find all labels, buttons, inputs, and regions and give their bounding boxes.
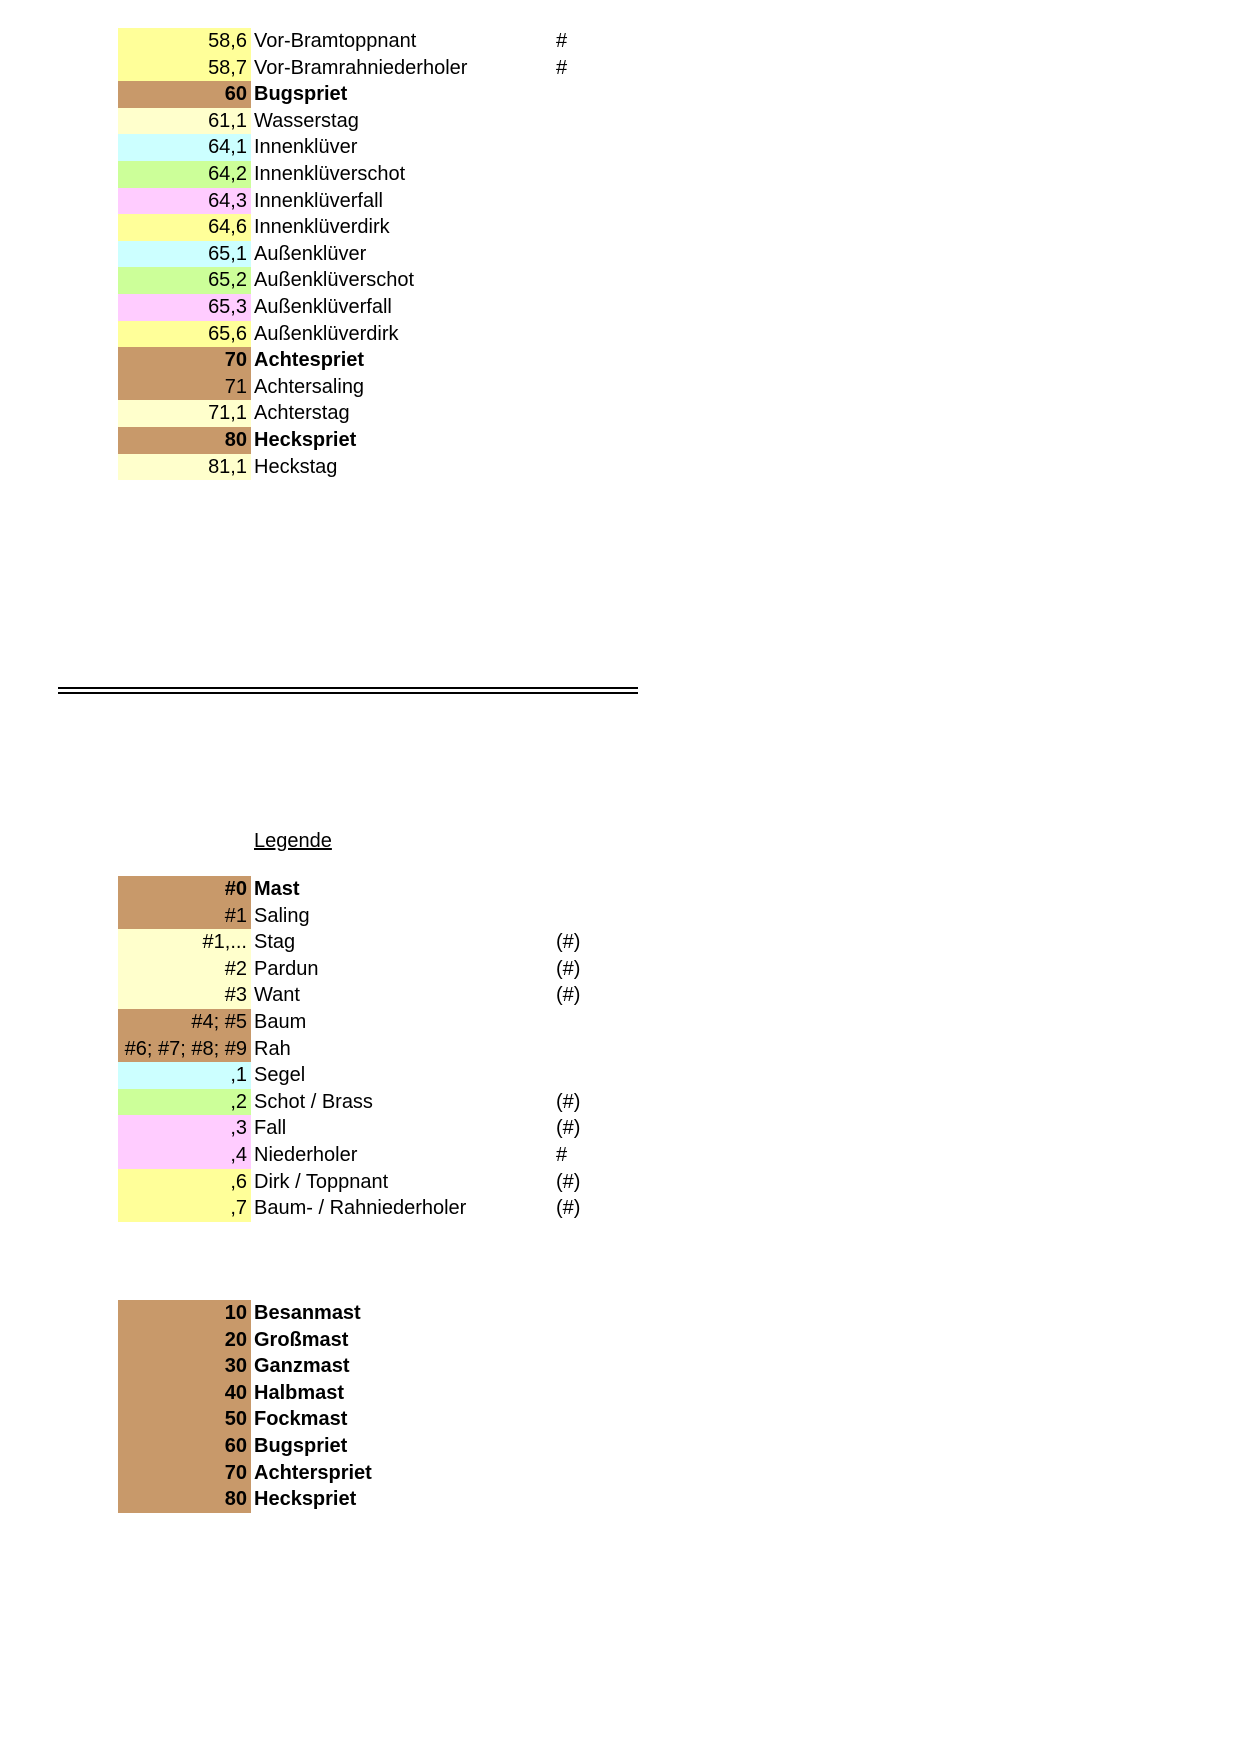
legend-code-cell: ,2 bbox=[118, 1089, 251, 1116]
mast-label-cell: Großmast bbox=[254, 1328, 349, 1351]
rigging-label-cell: Innenklüverdirk bbox=[254, 216, 390, 239]
legend-label-cell: Saling bbox=[254, 904, 310, 927]
legend-code-cell: #1 bbox=[118, 903, 251, 930]
rigging-label-cell: Innenklüverschot bbox=[254, 162, 406, 185]
mast-label-cell: Ganzmast bbox=[254, 1355, 350, 1378]
legend-label-cell: Niederholer bbox=[254, 1143, 358, 1166]
legend-code-cell: #2 bbox=[118, 956, 251, 983]
mast-label-cell: Achterspriet bbox=[254, 1461, 372, 1484]
rigging-code-cell: 64,1 bbox=[118, 134, 251, 161]
rigging-label-cell: Heckstag bbox=[254, 455, 338, 478]
rigging-code-cell: 58,6 bbox=[118, 28, 251, 55]
rigging-mark-cell: # bbox=[556, 56, 568, 79]
rigging-label-cell: Achterstag bbox=[254, 402, 350, 425]
rigging-code-cell: 64,6 bbox=[118, 214, 251, 241]
rigging-label-cell: Heckspriet bbox=[254, 428, 357, 451]
legend-label-cell: Segel bbox=[254, 1064, 306, 1087]
rigging-label-cell: Innenklüverfall bbox=[254, 189, 383, 212]
rigging-label-cell: Bugspriet bbox=[254, 83, 348, 106]
mast-code-cell: 80 bbox=[118, 1486, 251, 1513]
mast-code-cell: 40 bbox=[118, 1380, 251, 1407]
rigging-label-cell: Wasserstag bbox=[254, 109, 359, 132]
rigging-code-cell: 61,1 bbox=[118, 108, 251, 135]
rigging-code-cell: 70 bbox=[118, 347, 251, 374]
legend-code-cell: #1,... bbox=[118, 929, 251, 956]
mast-code-cell: 20 bbox=[118, 1327, 251, 1354]
rigging-code-cell: 58,7 bbox=[118, 55, 251, 82]
mast-code-cell: 70 bbox=[118, 1460, 251, 1487]
rigging-label-cell: Außenklüver bbox=[254, 242, 367, 265]
legend-mark-cell: (#) bbox=[556, 1090, 581, 1113]
mast-label-cell: Halbmast bbox=[254, 1381, 345, 1404]
mast-label-cell: Bugspriet bbox=[254, 1434, 348, 1457]
rigging-code-cell: 81,1 bbox=[118, 454, 251, 481]
legend-title: Legende bbox=[254, 830, 332, 852]
legend-label-cell: Schot / Brass bbox=[254, 1090, 373, 1113]
legend-code-cell: ,6 bbox=[118, 1169, 251, 1196]
mast-label-cell: Fockmast bbox=[254, 1408, 348, 1431]
legend-label-cell: Fall bbox=[254, 1117, 287, 1140]
double-rule-bottom bbox=[58, 692, 638, 694]
legend-mark-cell: (#) bbox=[556, 957, 581, 980]
mast-code-cell: 30 bbox=[118, 1353, 251, 1380]
rigging-label-cell: Innenklüver bbox=[254, 136, 358, 159]
rigging-label-cell: Vor-Bramrahniederholer bbox=[254, 56, 468, 79]
rigging-label-cell: Außenklüverschot bbox=[254, 269, 415, 292]
rigging-code-cell: 64,2 bbox=[118, 161, 251, 188]
legend-code-cell: ,3 bbox=[118, 1115, 251, 1142]
legend-mark-cell: # bbox=[556, 1143, 568, 1166]
legend-label-cell: Want bbox=[254, 984, 300, 1007]
legend-code-cell: #0 bbox=[118, 876, 251, 903]
legend-code-cell: ,7 bbox=[118, 1195, 251, 1222]
mast-code-cell: 50 bbox=[118, 1406, 251, 1433]
mast-code-cell: 60 bbox=[118, 1433, 251, 1460]
legend-code-cell: #3 bbox=[118, 982, 251, 1009]
rigging-label-cell: Vor-Bramtoppnant bbox=[254, 30, 417, 52]
rigging-mark-cell: # bbox=[556, 30, 568, 52]
rigging-code-cell: 60 bbox=[118, 81, 251, 108]
mast-label-cell: Besanmast bbox=[254, 1302, 361, 1324]
rigging-code-cell: 71,1 bbox=[118, 400, 251, 427]
rigging-label-cell: Außenklüverdirk bbox=[254, 322, 399, 345]
rigging-code-cell: 65,1 bbox=[118, 241, 251, 268]
rigging-code-cell: 80 bbox=[118, 427, 251, 454]
rigging-code-cell: 64,3 bbox=[118, 188, 251, 215]
legend-code-cell: ,4 bbox=[118, 1142, 251, 1169]
legend-mark-cell: (#) bbox=[556, 1197, 581, 1220]
legend-mark-cell: (#) bbox=[556, 931, 581, 954]
legend-label-cell: Stag bbox=[254, 931, 296, 954]
legend-label-cell: Pardun bbox=[254, 957, 319, 980]
legend-label-cell: Rah bbox=[254, 1037, 291, 1060]
rigging-label-cell: Achtespriet bbox=[254, 349, 365, 372]
legend-code-cell: ,1 bbox=[118, 1062, 251, 1089]
rigging-code-cell: 65,2 bbox=[118, 267, 251, 294]
mast-code-cell: 10 bbox=[118, 1300, 251, 1327]
legend-label-cell: Mast bbox=[254, 878, 300, 900]
legend-mark-cell: (#) bbox=[556, 1117, 581, 1140]
rigging-label-cell: Außenklüverfall bbox=[254, 295, 392, 318]
rigging-code-cell: 65,6 bbox=[118, 321, 251, 348]
double-rule-top bbox=[58, 687, 638, 689]
legend-mark-cell: (#) bbox=[556, 1170, 581, 1193]
legend-code-cell: #4; #5 bbox=[118, 1009, 251, 1036]
legend-label-cell: Dirk / Toppnant bbox=[254, 1170, 389, 1193]
legend-code-cell: #6; #7; #8; #9 bbox=[118, 1036, 251, 1063]
legend-label-cell: Baum- / Rahniederholer bbox=[254, 1197, 467, 1220]
legend-label-cell: Baum bbox=[254, 1010, 307, 1033]
rigging-label-cell: Achtersaling bbox=[254, 375, 365, 398]
mast-label-cell: Heckspriet bbox=[254, 1488, 357, 1511]
rigging-code-cell: 71 bbox=[118, 374, 251, 401]
legend-mark-cell: (#) bbox=[556, 984, 581, 1007]
rigging-code-cell: 65,3 bbox=[118, 294, 251, 321]
